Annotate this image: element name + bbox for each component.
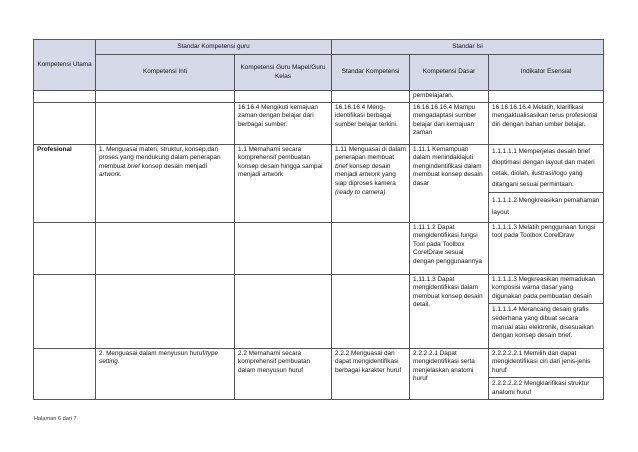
cell-kompetensi-utama bbox=[34, 91, 96, 103]
cell-indikator bbox=[489, 91, 604, 103]
table-row bbox=[34, 102, 604, 144]
table-row bbox=[34, 348, 604, 399]
ki-text: konsep desain menjadi bbox=[139, 162, 208, 170]
cell-indikator: 16.16.16.16.4 Melatih, klarifikasi mengaktualisasikan terus profesional diri dengan bahan umber belajar. bbox=[489, 102, 604, 144]
cell-kompetensi-inti bbox=[96, 144, 235, 222]
cell-kompetensi-utama bbox=[34, 102, 96, 144]
sk-text: konsep desain menjadi bbox=[335, 162, 391, 179]
table-row bbox=[34, 91, 604, 103]
sk-italic: artwork bbox=[359, 171, 381, 179]
ki-text: 2. Menguasai dalam menyusun huruf/ bbox=[99, 349, 206, 357]
header-kompetensi-dasar: Kompetensi Dasar bbox=[410, 55, 489, 91]
header-kompetensi-utama: Kompetensi Utama bbox=[34, 40, 96, 91]
indikator-item: 1.1.1.1.4 Merancang desain grafis sederhana yang dibuat secara manual atau elektronik, disesuaikan dengan konsep desain brief. bbox=[489, 303, 603, 340]
header-standar-kompetensi: Standar Kompetensi bbox=[332, 55, 410, 91]
cell-kompetensi-inti bbox=[96, 102, 235, 144]
indikator-item: 2.2.2.2.2.2 Mengklarifikasi struktur anatomi huruf bbox=[489, 377, 603, 397]
sk-italic: (ready to camera) bbox=[335, 188, 386, 196]
table-row bbox=[34, 274, 604, 348]
ki-text: 1. Menguasai materi, struktur, konsep,dan proses yang mendukung dalam penerapan membuat bbox=[99, 145, 221, 170]
cell-standar-kompetensi bbox=[332, 91, 410, 103]
cell-kompetensi-dasar: 1.11.1 Kemampuan dalam menindaklajuti mengindentifikasi dalam membuat konsep desain dasar bbox=[410, 144, 489, 222]
cell-standar-kompetensi: 2.2.2 Menguasai dan dapat mengidentifikasi berbagai karakter huruf bbox=[332, 348, 410, 399]
header-kompetensi-inti: Kompetensi Inti bbox=[96, 55, 235, 91]
page-footer: Halaman 6 dari 7 bbox=[34, 416, 77, 422]
sk-italic: brief bbox=[335, 162, 348, 170]
sk-text: 1.11 Menguasai di dalam penerapan membuat bbox=[335, 145, 406, 162]
cell-kompetensi-dasar: 1.11.1.3 Dapat mengidentifikasi dalam membuat konsep desain detail. bbox=[410, 274, 489, 348]
header-kompetensi-guru-mapel: Kompetensi Guru Mapel/Guru Kelas bbox=[235, 55, 332, 91]
cell-kompetensi-dasar: 1.11.1.2 Dapat mengidentifikasi fungsi Tool pada Toolbox CorelDraw sesuai dengan penggunaannya bbox=[410, 222, 489, 274]
header-indikator-esensial: Indikator Esensial bbox=[489, 55, 604, 91]
cell-standar-kompetensi: 16.16.16.4 Meng-identifikasi berbagai sumber belajar terkini. bbox=[332, 102, 410, 144]
cell-kompetensi-guru bbox=[235, 274, 332, 348]
table-row bbox=[34, 222, 604, 274]
ki-italic: brief bbox=[127, 162, 140, 170]
sk-text: yang siap diproses kamera bbox=[335, 171, 396, 187]
indikator-item: 1.1.1.1.1 Memperjelas desain brief dioptimasi dengan layout dan materi cetak, diolah, ilustrasi/logo yang ditangani sesuai permintaan. bbox=[492, 147, 595, 189]
cell-standar-kompetensi bbox=[332, 222, 410, 274]
cell-indikator bbox=[489, 348, 604, 399]
cell-kompetensi-dasar: 16.16.16.16.4 Mampu mengadaptasi sumber belajar dari kemajuan zaman bbox=[410, 102, 489, 144]
cell-kompetensi-guru bbox=[235, 91, 332, 103]
table-row bbox=[34, 144, 604, 222]
cell-kompetensi-inti bbox=[96, 91, 235, 103]
header-standar-isi: Standar Isi bbox=[332, 40, 604, 55]
cell-indikator bbox=[489, 144, 604, 222]
cell-standar-kompetensi bbox=[332, 274, 410, 348]
cell-kompetensi-guru bbox=[235, 222, 332, 274]
cell-kompetensi-dasar: 2.2.2.2.1 Dapat mengidentifikasi serta menjelaskan anatomi huruf bbox=[410, 348, 489, 399]
competency-table bbox=[33, 39, 604, 400]
ki-italic: artwork. bbox=[99, 171, 122, 179]
cell-indikator: 1.1.1.1.3 Melatih penggunaan fungsi tool pada Toolbox CorelDraw bbox=[489, 222, 604, 274]
header-standar-guru: Standar Kompetensi guru bbox=[96, 40, 332, 55]
indikator-item: 1.1.1.1.2 Mengkreasikan pemahaman layout bbox=[489, 192, 603, 217]
indikator-item: 2.2.2.2.2.1 Memilih dan dapat mengidentifikasi ciri dari jenis-jenis huruf bbox=[492, 349, 591, 374]
cell-standar-kompetensi bbox=[332, 144, 410, 222]
cell-kompetensi-utama: Profesional bbox=[34, 144, 96, 222]
cell-indikator bbox=[489, 274, 604, 348]
cell-kompetensi-utama bbox=[34, 348, 96, 399]
cell-kompetensi-inti bbox=[96, 274, 235, 348]
indikator-item: 1.1.1.1.3 Megkreasikan memadukan komposisi warna dasar yang digunakan pada pembuatan desain bbox=[492, 275, 596, 300]
cell-kompetensi-utama bbox=[34, 222, 96, 274]
cell-kompetensi-utama bbox=[34, 274, 96, 348]
cell-kompetensi-guru: 1.1 Memahami secara komprehensif pembuatan konsep desain hingga sampai menjadi artwork bbox=[235, 144, 332, 222]
cell-kompetensi-dasar: pembelajaran. bbox=[410, 91, 489, 103]
ki-italic: type setting. bbox=[99, 349, 219, 366]
cell-kompetensi-guru: 16.16.4 Mengikuti kemajuan zaman dengan belajar dari berbagai sumber. bbox=[235, 102, 332, 144]
cell-kompetensi-inti bbox=[96, 222, 235, 274]
cell-kompetensi-inti bbox=[96, 348, 235, 399]
cell-kompetensi-guru: 2.2 Memahami secara komprehensif pembuatan dalam menyusun huruf bbox=[235, 348, 332, 399]
